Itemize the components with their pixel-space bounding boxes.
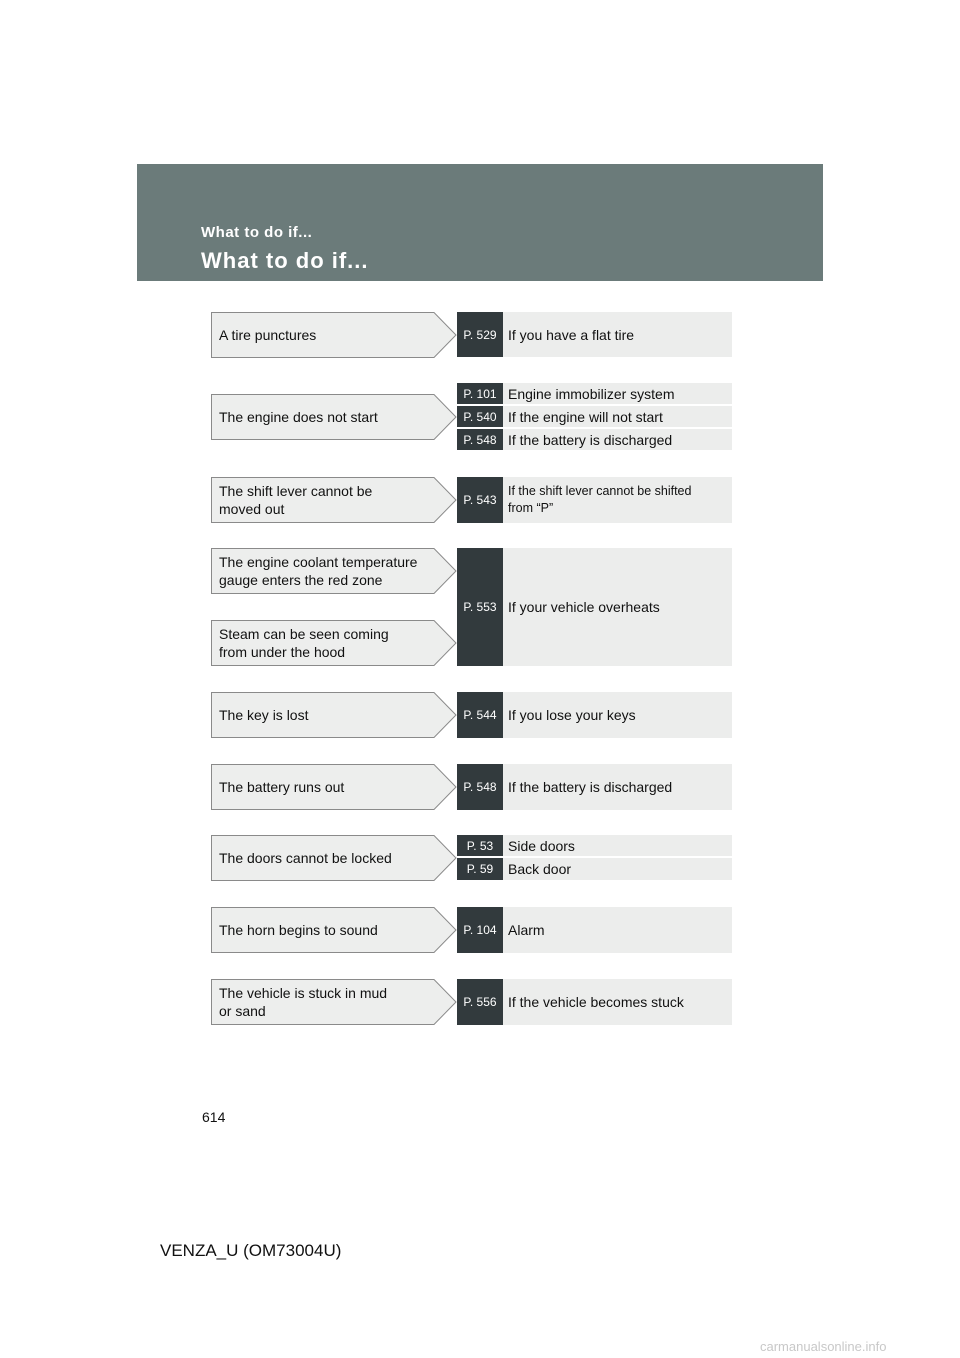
section-label: What to do if... [201,224,313,241]
reference-row [457,907,732,953]
reference-row [457,979,732,1025]
reference-row [457,692,732,738]
symptom-box [211,548,457,594]
reference-row [457,406,732,427]
page-reference-tag[interactable]: P. 104 [457,907,503,953]
symptom-box [211,979,457,1025]
symptom-label: Steam can be seen coming from under the hood [219,626,389,660]
symptom-label: The shift lever cannot be moved out [219,483,373,517]
page-reference-tag[interactable]: P. 529 [457,312,503,357]
page-reference-tag[interactable]: P. 548 [457,764,503,810]
symptom-box [211,394,457,440]
symptom-box [211,907,457,953]
page-title: What to do if... [201,248,369,273]
page-reference-tag[interactable]: P. 553 [457,548,503,666]
page-number: 614 [202,1109,226,1125]
page-reference-tag[interactable]: P. 548 [457,429,503,450]
reference-description: If the shift lever cannot be shifted from “P” [508,484,692,515]
reference-row [457,858,732,880]
symptom-label: The battery runs out [219,779,345,795]
section-header [137,164,823,281]
symptom-label: The engine does not start [219,409,378,425]
page-reference-tag[interactable]: P. 556 [457,979,503,1025]
symptom-box [211,477,457,523]
reference-row [457,429,732,450]
symptom-label: A tire punctures [219,327,317,343]
page-reference-tag[interactable]: P. 540 [457,406,503,427]
reference-description: If you have a flat tire [508,326,635,343]
page-reference-tag[interactable]: P. 101 [457,383,503,404]
reference-row [457,383,732,404]
reference-description: If the battery is discharged [508,431,673,448]
page-reference-tag[interactable]: P. 53 [457,835,503,856]
symptom-box [211,692,457,738]
reference-description: Engine immobilizer system [508,385,675,402]
watermark: carmanualsonline.info [760,1339,887,1354]
page-reference-tag[interactable]: P. 544 [457,692,503,738]
reference-row [457,477,732,523]
symptom-label: The key is lost [219,707,309,723]
reference-row [457,312,732,357]
reference-description: If your vehicle overheats [508,599,660,615]
symptom-box [211,835,457,881]
reference-description: Side doors [508,837,575,854]
reference-row [457,835,732,856]
reference-description: If the engine will not start [508,408,663,425]
reference-description: Alarm [508,922,545,938]
symptom-label: The horn begins to sound [219,922,378,938]
symptom-box [211,312,457,358]
reference-description: If the battery is discharged [508,779,673,795]
symptom-label: The doors cannot be locked [219,850,392,866]
model-code: VENZA_U (OM73004U) [160,1241,342,1260]
symptom-box [211,620,457,666]
reference-row [457,548,732,666]
page-reference-tag[interactable]: P. 59 [457,858,503,880]
reference-description: If you lose your keys [508,707,636,723]
reference-description: Back door [508,861,572,877]
symptom-label: The engine coolant temperature gauge enters the red zone [219,554,418,588]
symptom-label: The vehicle is stuck in mud or sand [219,985,388,1019]
reference-row [457,764,732,810]
reference-description: If the vehicle becomes stuck [508,994,684,1010]
symptom-box [211,764,457,810]
page-reference-tag[interactable]: P. 543 [457,477,503,523]
